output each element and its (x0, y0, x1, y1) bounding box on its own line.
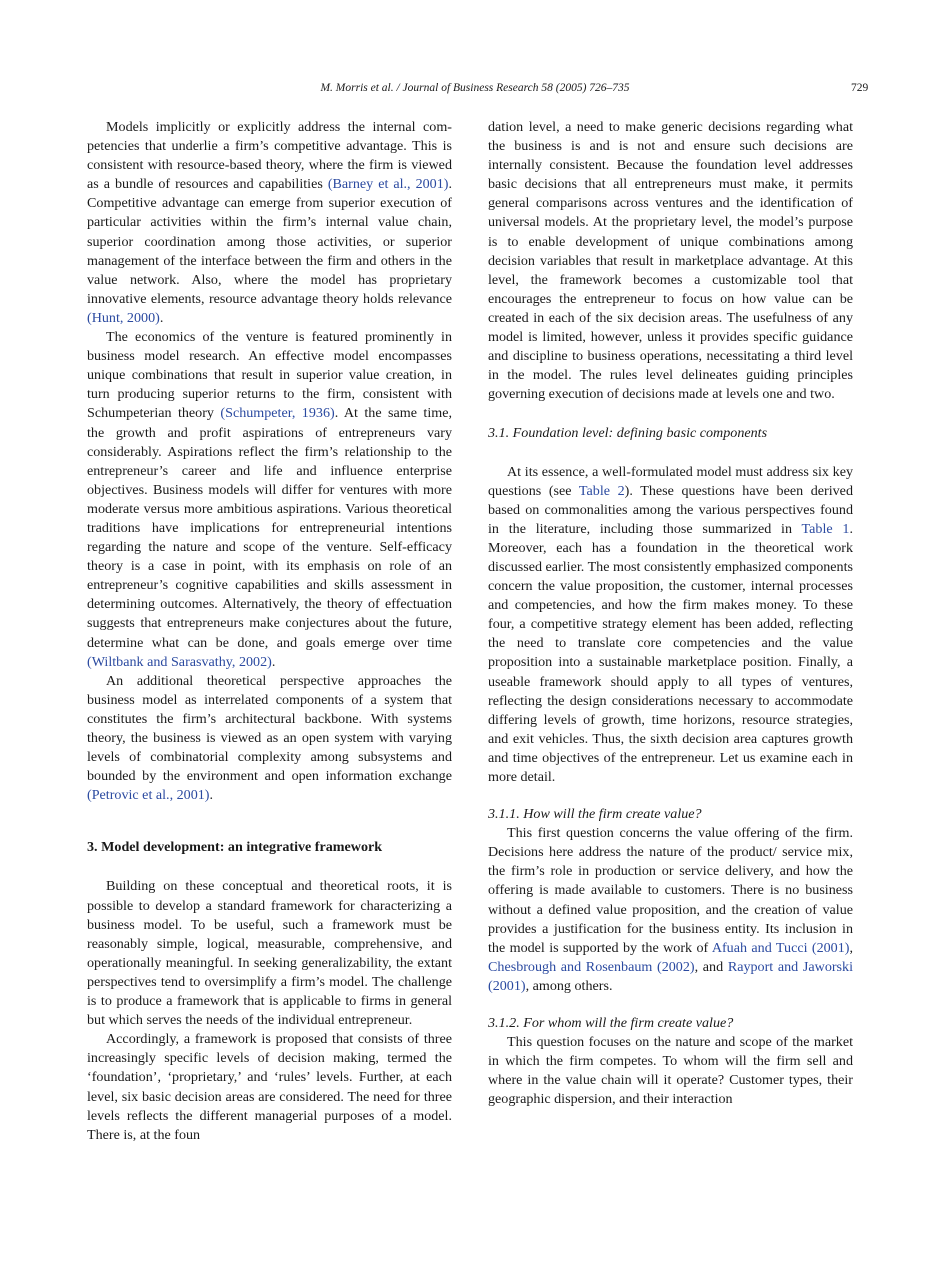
running-head: M. Morris et al. / Journal of Business Research 58 (2005) 726–735 (320, 82, 630, 94)
citation-link[interactable]: Afuah and Tucci (2001) (711, 939, 850, 956)
section-heading: 3. Model development: an integrative framework (87, 839, 383, 856)
subsubsection-heading: 3.1.1. How will the firm create value? (488, 806, 702, 823)
table-link[interactable]: Table 1 (801, 520, 850, 537)
left-column (87, 118, 452, 1145)
subsubsection-heading: 3.1.2. For whom will the firm create value? (488, 1015, 734, 1032)
paragraph: An additional theoretical perspective approaches the business model as interrelated components of a system that constitutes the firm’s architectural backbone. With systems theory, the business is viewed as an open system with varying levels of combinatorial complexity among subsystems and bounded by the environment and open information exchange (Petrovic et al., 2001). (87, 672, 452, 804)
subsection-heading: 3.1. Foundation level: defining basic components (488, 425, 768, 442)
paragraph: At its essence, a well-formulated model must address six key questions (see Table 2). These questions have been derived based on commonalities among the various perspectives found in the literature, including those summarized in Table 1. Moreover, each has a foundation in the theoretical work discussed earlier. The most consistently emphasized components concern the value proposition, the customer, internal processes and competencies, and how the firm makes money. To these four, a competitive strategy element has been added, reflecting the need to translate core competencies and the value proposition into a sustainable marketplace position. Finally, a useable framework should apply to all types of ventures, reflecting the design considerations necessary to accommodate differing levels of growth, time horizons, resource strategies, and exit vehicles. Thus, the sixth decision area captures growth and time objectives of the entrepreneur. Let us examine each in more detail. (488, 463, 853, 785)
paragraph: This question focuses on the nature and scope of the market in which the firm competes. To whom will the firm sell and where in the value chain will it operate? Customer types, their geographic dispersion, and their interaction (488, 1034, 853, 1108)
page-header (0, 82, 950, 100)
paragraph: Building on these conceptual and theoretical roots, it is possible to develop a standard framework for characterizing a business model. To be useful, such a framework must be reasonably simple, logical, measurable, comprehensive, and operationally meaningful. In seeking generalizability, the extant perspectives tend to oversimplify a firm’s model. The challenge is to produce a framework that is applicable to firms in general but which serves the needs of the individual entrepreneur. (87, 878, 452, 1029)
citation-link[interactable]: Rayport and Jaworski (2001) (488, 958, 854, 994)
right-column (488, 118, 853, 1110)
paragraph: This first question concerns the value offering of the firm. Decisions here address the nature of the product/ service mix, the firm’s role in production or service delivery, and how the offering is made available to customers. There is no business without a defined value proposition, and the creation of value provides a justification for the business entity. Its inclusion in the model is supported by the work of Afuah and Tucci (2001), Chesbrough and Rosenbaum (2002), and Rayport and Jaworski (2001), among others. (488, 825, 854, 994)
table-link[interactable]: Table 2 (578, 482, 625, 499)
citation-link[interactable]: (Schumpeter, 1936) (220, 405, 335, 422)
citation-link[interactable]: Chesbrough and Rosenbaum (2002) (488, 958, 695, 975)
paragraph: Models implicitly or explicitly address the internal competencies that underlie a firm’s competitive advantage. This is consistent with resource-based theory, where the firm is viewed as a bundle of resources and capabilities (Barney et al., 2001). Competitive advantage can emerge from superior execution of particular activities within the firm’s internal value chain, superior coordination among those activities, or superior management of the interface between the firm and others in the value network. Also, where the model has proprietary innovative elements, resource advantage theory holds relevance (Hunt, 2000). (87, 119, 452, 326)
paragraph: Accordingly, a framework is proposed that consists of three increasingly specific levels of decision making, termed the ‘foundation’, ‘proprietary,’ and ‘rules’ levels. Further, at each level, six basic decision areas are considered. The need for three levels reflects the different managerial purposes of a model. There is, at the foun (87, 1031, 452, 1143)
citation-link[interactable]: (Wiltbank and Sarasvathy, 2002) (87, 653, 272, 670)
paragraph: dation level, a need to make generic decisions regarding what the business is and is not and ensure such decisions are internally consistent. Because the foundation level addresses basic decisions that all entrepreneurs must make, it permits general comparisons across ventures and the identification of universal models. At the proprietary level, the model’s purpose is to enable development of unique combinations among decision variables that result in marketplace advantage. At this level, the framework becomes a customizable tool that encourages the entrepreneur to focus on how value can be created in each of the six decision areas. The usefulness of any model is limited, however, unless it provides specific guidance and discipline to business operations, necessitating a third level in the model. The rules level delineates guiding principles governing execution of decisions made at levels one and two. (488, 119, 853, 403)
citation-link[interactable]: (Petrovic et al., 2001) (87, 787, 210, 804)
page-number: 729 (851, 82, 869, 94)
citation-link[interactable]: (Barney et al., 2001) (327, 176, 449, 193)
citation-link[interactable]: (Hunt, 2000) (87, 309, 160, 326)
paragraph: The economics of the venture is featured prominently in business model research. An effective model encompasses unique combinations that result in superior value creation, in turn producing superior returns to the firm, consistent with Schumpeterian theory (Schumpeter, 1936). At the same time, the growth and profit aspirations of entrepreneurs vary considerably. Aspirations reflect the firm’s relationship to the entrepreneur’s career and life and influence enterprise objectives. Business models will differ for ventures with more moderate versus more ambitious aspirations. Various theoretical traditions have implications for entrepreneurial intentions regarding the nature and scope of the venture. Self-efficacy theory is a case in point, with its emphasis on role of an entrepreneur’s cognitive capabilities and skills assessment in determining outcomes. Alternatively, the theory of effectuation suggests that entrepreneurs make conjectures about the future, determine what can be done, and goals emerge over time (Wiltbank and Sarasvathy, 2002). (87, 329, 452, 670)
